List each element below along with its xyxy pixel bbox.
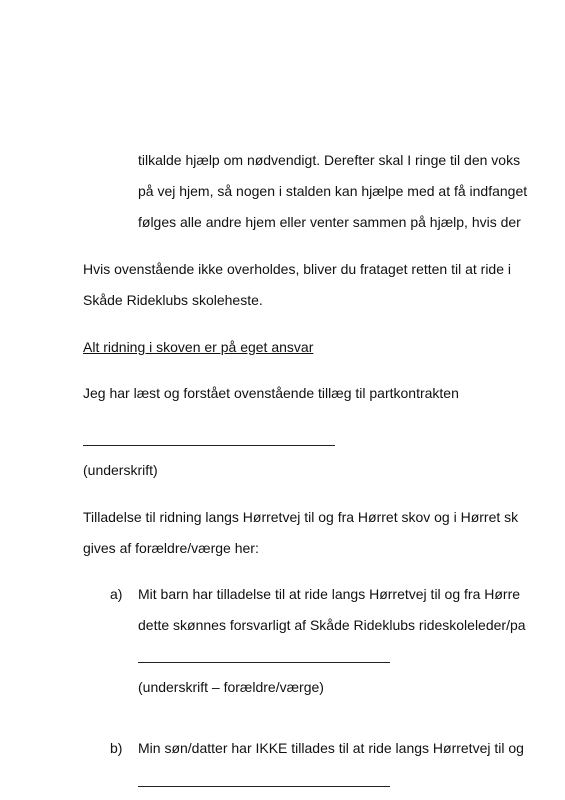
option-a-line-1: Mit barn har tilladelse til at ride langs Hørretvej til og fra Hørre	[138, 586, 521, 602]
option-a-label: a)	[110, 586, 123, 602]
signature-caption: (underskrift)	[83, 462, 158, 478]
warning-line-2: Skåde Rideklubs skoleheste.	[83, 292, 263, 308]
continued-list-line-2: på vej hjem, så nogen i stalden kan hjælpe med at få indfanget	[138, 183, 528, 199]
option-b-line-1: Min søn/datter har IKKE tillades til at ride langs Hørretvej til og	[138, 740, 524, 756]
notice-heading: Alt ridning i skoven er på eget ansvar	[83, 339, 314, 355]
signature-line[interactable]	[83, 445, 335, 446]
option-a-signature-line[interactable]	[138, 662, 390, 663]
option-b-signature-line[interactable]	[138, 786, 390, 787]
option-b-label: b)	[110, 740, 123, 756]
option-a-signature-caption: (underskrift – forældre/værge)	[138, 679, 324, 695]
permission-intro-line-2: gives af forældre/værge her:	[83, 540, 259, 556]
continued-list-line-3: følges alle andre hjem eller venter sammen på hjælp, hvis der	[138, 214, 521, 230]
continued-list-line-1: tilkalde hjælp om nødvendigt. Derefter skal I ringe til den voks	[138, 152, 521, 168]
permission-intro-line-1: Tilladelse til ridning langs Hørretvej til og fra Hørret skov og i Hørret sk	[83, 509, 519, 525]
warning-line-1: Hvis ovenstående ikke overholdes, bliver du frataget retten til at ride i	[83, 261, 512, 277]
acknowledgement-text: Jeg har læst og forstået ovenstående tillæg til partkontrakten	[83, 385, 459, 401]
option-a-line-2: dette skønnes forsvarligt af Skåde Rideklubs rideskoleleder/pa	[138, 617, 526, 633]
